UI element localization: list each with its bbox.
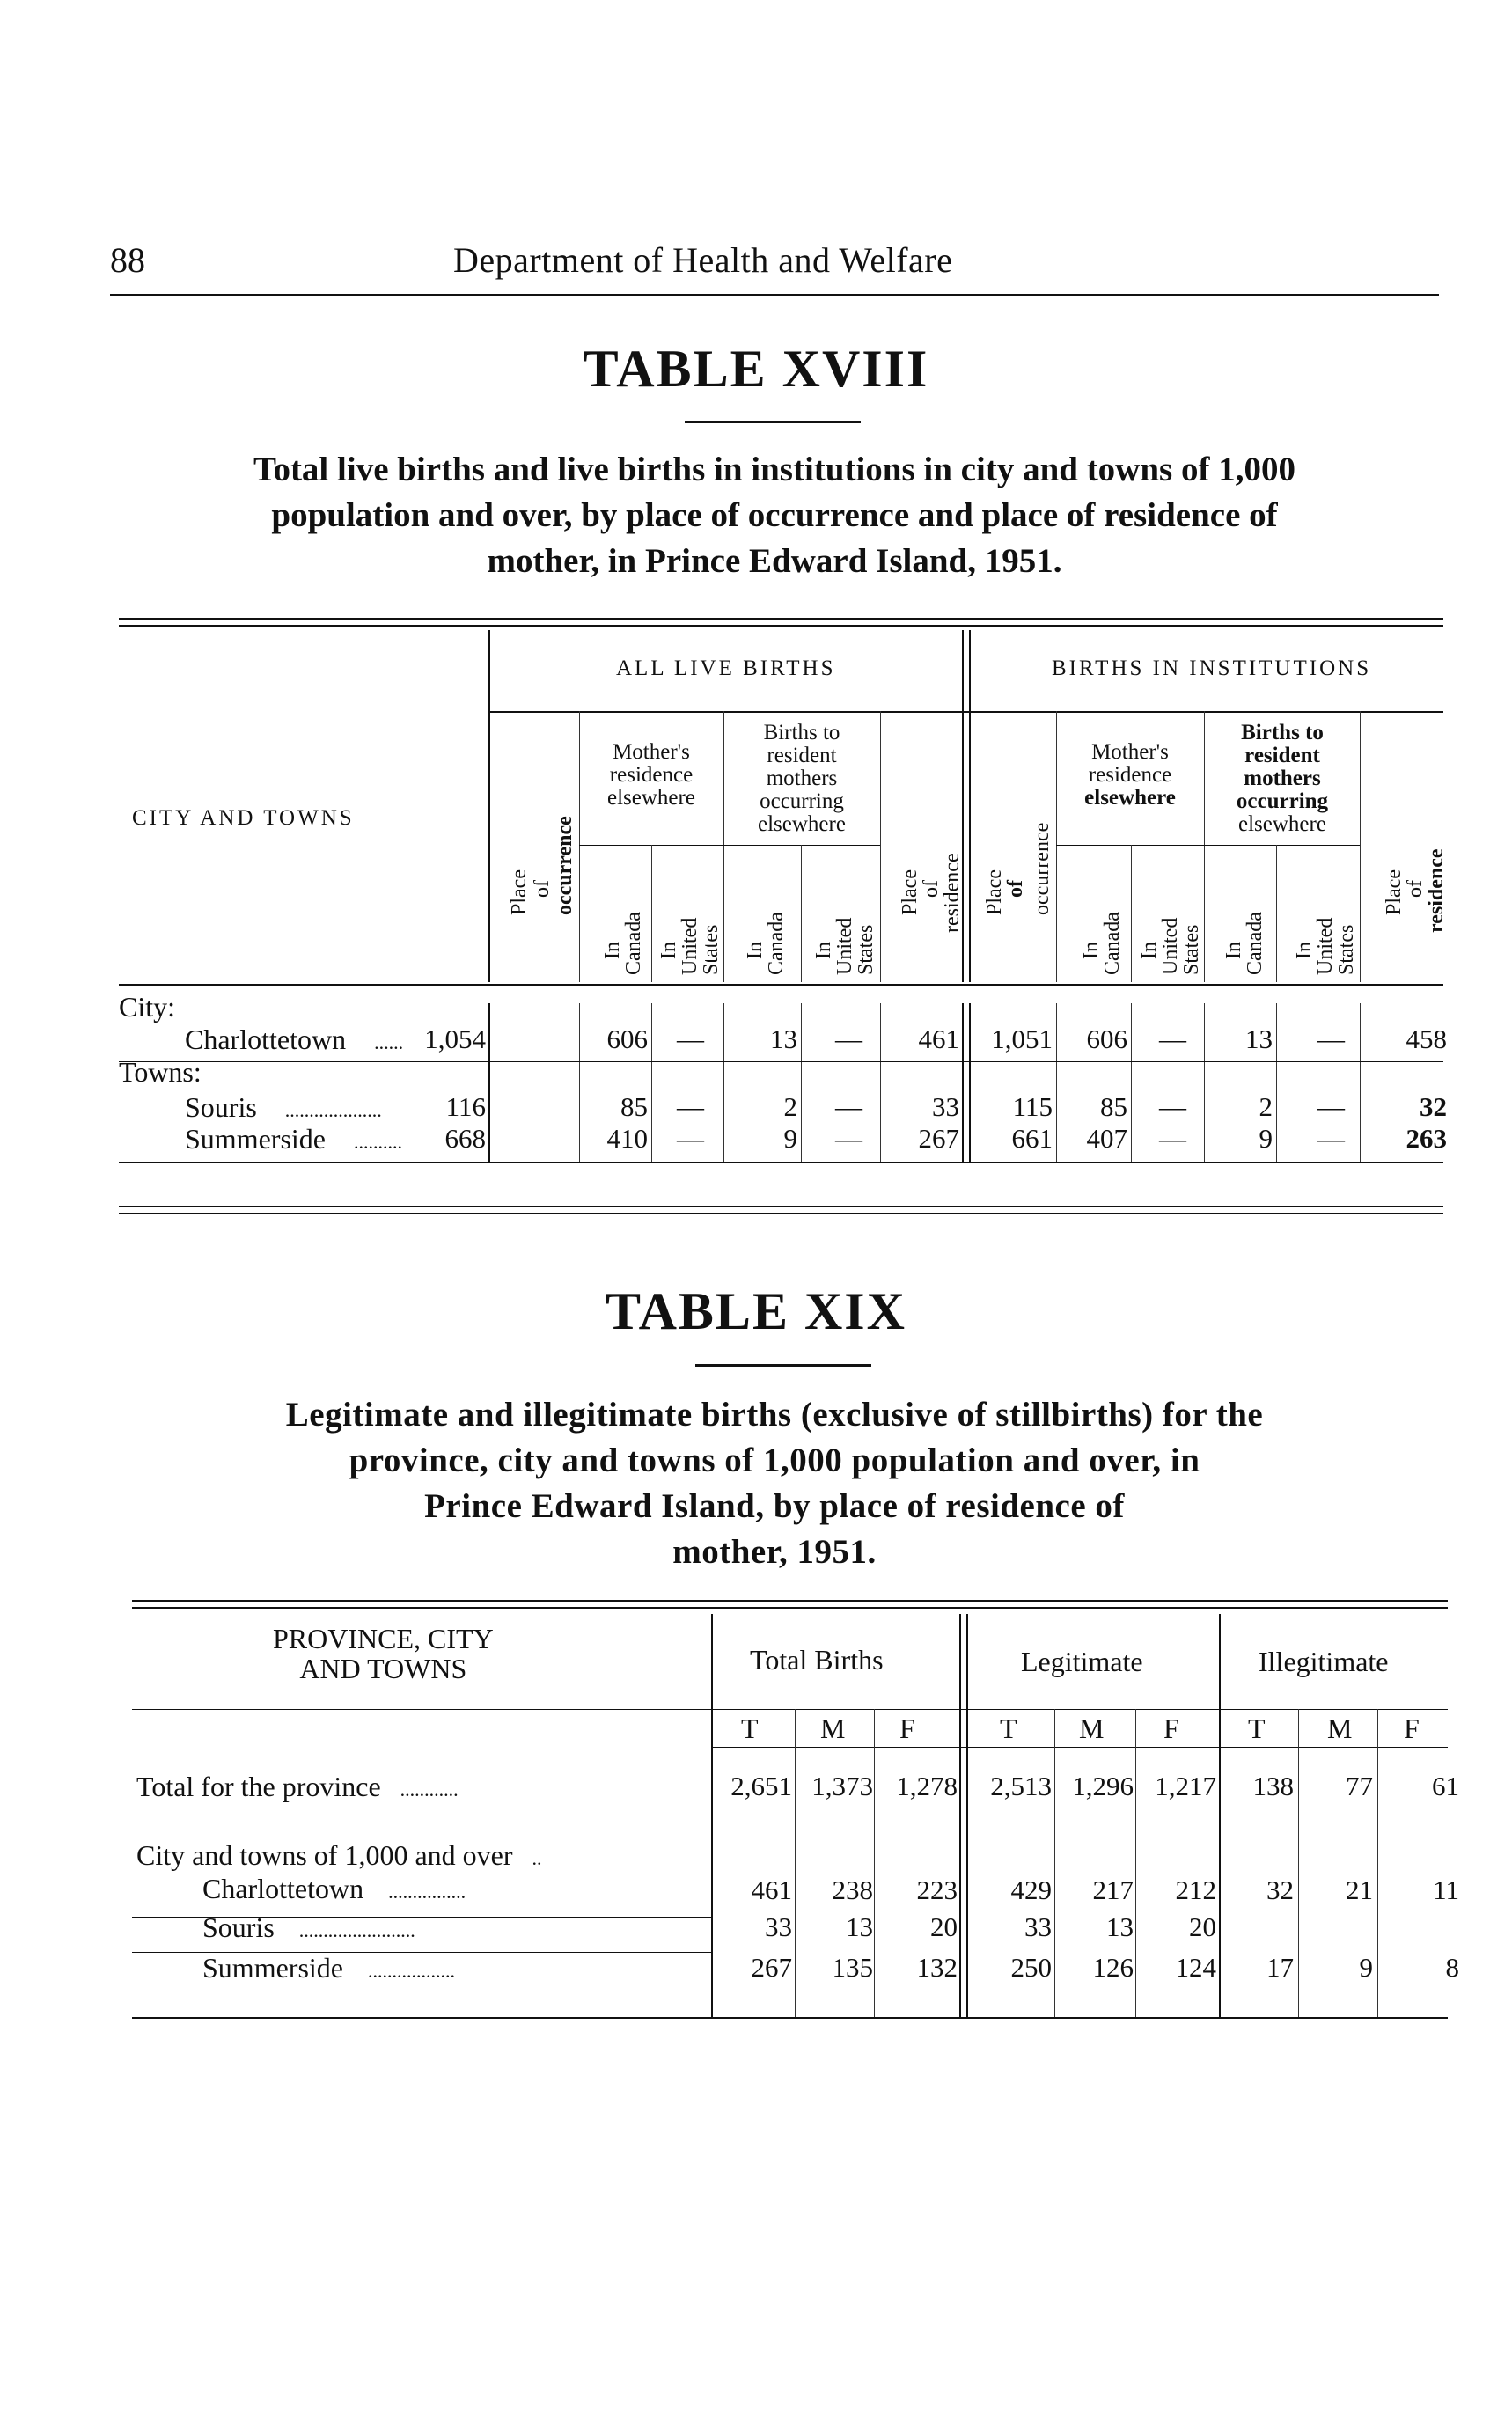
table18-row-name: [185, 1123, 402, 1155]
header-word: In: [1222, 942, 1245, 959]
table18-cell: 1,051: [991, 1023, 1053, 1054]
table19-caption-line: Legitimate and illegitimate births (exclusive of stillbirths) for the: [285, 1396, 1264, 1434]
row-name: Summerside: [202, 1952, 343, 1984]
table18-cell: 458: [1406, 1023, 1447, 1054]
header-word: occurring: [760, 789, 844, 813]
table19-cell: 135: [832, 1952, 873, 1983]
table18-col-divider: [880, 1003, 881, 1162]
table18-header-place-residence-inst: [1426, 848, 1447, 933]
table18-header-in-canada: [766, 912, 787, 975]
table18-sub-rule: [1056, 845, 1204, 846]
header-word: occurrence: [1031, 822, 1053, 915]
table19-cell: 217: [1092, 1874, 1134, 1905]
table18-cell: 116: [445, 1091, 486, 1122]
table19-subhead-f: F: [1163, 1713, 1179, 1744]
running-title: Department of Health and Welfare: [453, 240, 953, 280]
table18-header-in-canada: [1081, 942, 1102, 959]
table18-end-rule: [119, 1206, 1443, 1214]
table18-header-in-us: [701, 925, 722, 975]
header-word: In: [744, 942, 767, 959]
table18-cell: 32: [1420, 1091, 1447, 1122]
table19-group-illegitimate: Illegitimate: [1259, 1646, 1389, 1677]
table18-header-in-canada: [1244, 912, 1266, 975]
header-word: Place: [1383, 869, 1406, 915]
table19-cell: 1,278: [896, 1771, 958, 1801]
table19-cell: 2,513: [990, 1771, 1052, 1801]
header-word: In: [601, 942, 624, 959]
header-word: In: [1293, 942, 1316, 959]
table18-col-divider: [1204, 711, 1205, 982]
table18-cell: —: [677, 1023, 704, 1054]
table18-stub-divider: [488, 630, 490, 982]
table18-cell: 85: [620, 1091, 648, 1122]
table18-header-place-occurrence: [532, 880, 553, 898]
table19-cell: 124: [1175, 1952, 1216, 1983]
table19-row-name: [136, 1839, 542, 1872]
header-word: In: [812, 942, 835, 959]
head-rule: [110, 294, 1439, 296]
table18-header-rule: [119, 984, 1443, 986]
table18-header-in-us: [1336, 925, 1357, 975]
header-word: of: [920, 880, 943, 898]
header-word: of: [1004, 880, 1027, 898]
dot-leader: ..........: [353, 1131, 402, 1153]
header-word: Mother's: [613, 740, 690, 764]
header-word: elsewhere: [758, 812, 846, 836]
page-number: 88: [110, 240, 145, 280]
header-word: Place: [983, 869, 1006, 915]
table18-sub-rule: [723, 845, 880, 846]
table19-cell: 11: [1433, 1874, 1459, 1905]
header-word: elsewhere: [1084, 786, 1176, 810]
table19-cell: 20: [1189, 1911, 1216, 1942]
table19-stub-header: [273, 1624, 494, 1683]
table18-col-divider: [801, 845, 802, 982]
table19-top-rule: [132, 1600, 1448, 1609]
header-word: Place: [508, 869, 531, 915]
table18-col-divider: [723, 711, 724, 982]
table18-stub-header: CITY AND TOWNS: [132, 806, 355, 830]
table18-col-divider: [801, 1003, 802, 1162]
table18-col-divider: [1056, 711, 1057, 982]
table18-cell: 267: [918, 1123, 959, 1154]
table18-cell: —: [1159, 1123, 1186, 1154]
table18-col-divider: [1276, 845, 1277, 982]
row-name: Souris: [202, 1911, 275, 1943]
table19-cell: 13: [1106, 1911, 1134, 1942]
table19-col-divider: [1054, 1709, 1055, 2019]
table19-row-name: [202, 1911, 415, 1944]
table18-col-divider: [651, 845, 652, 982]
header-word: AND TOWNS: [299, 1653, 467, 1684]
table18-cell: 9: [1259, 1123, 1273, 1154]
table19-caption-line: province, city and towns of 1,000 population and over, in: [349, 1441, 1200, 1479]
dot-leader: ..: [532, 1847, 542, 1869]
table18-header-in-us: [1160, 918, 1181, 975]
table18-section-towns: Towns:: [119, 1056, 202, 1088]
table18-header-in-canada: [745, 942, 766, 959]
table18-header-in-us: [834, 918, 855, 975]
table18-header-place-occurrence-inst: [1031, 823, 1053, 915]
table19-row-name: [202, 1952, 455, 1984]
table19-subhead-f: F: [1404, 1713, 1420, 1744]
header-word: Canada: [622, 912, 645, 975]
table19-subhead-f: F: [899, 1713, 915, 1744]
table18-header-mothers-residence-inst: [1060, 741, 1200, 810]
table18-cell: 407: [1086, 1123, 1127, 1154]
row-name: Total for the province: [136, 1771, 381, 1802]
dot-leader: ....................: [284, 1099, 382, 1121]
dot-leader: ................: [388, 1881, 466, 1903]
header-word: residence: [1425, 848, 1448, 933]
row-name: Souris: [185, 1091, 257, 1123]
table19-title-underline: [695, 1364, 871, 1367]
table18-cell: 661: [1011, 1123, 1053, 1154]
header-word: of: [1404, 880, 1427, 898]
table18-cell: 606: [1086, 1023, 1127, 1054]
dot-leader: ..................: [367, 1960, 455, 1982]
table18-title-underline: [685, 421, 861, 423]
table18-row-name: [185, 1023, 403, 1056]
header-word: of: [531, 880, 554, 898]
table18-cell: —: [835, 1023, 862, 1054]
header-word: resident: [767, 744, 837, 767]
table18-cell: —: [835, 1123, 862, 1154]
table19-cell: 223: [916, 1874, 958, 1905]
table19-group-divider: [966, 1614, 968, 2019]
table18-col-divider: [579, 711, 580, 982]
table18-col-divider: [880, 711, 881, 982]
table18-cell: —: [677, 1123, 704, 1154]
table18-row-name: [185, 1091, 382, 1124]
table18-sub-rule: [1204, 845, 1360, 846]
table18-cell: 9: [783, 1123, 797, 1154]
header-word: residence: [1088, 763, 1172, 787]
table18-cell: —: [1317, 1091, 1345, 1122]
header-word: United: [1314, 917, 1337, 975]
table18-cell: 410: [606, 1123, 648, 1154]
table18-cell: 13: [1245, 1023, 1273, 1054]
table18-cell: 13: [770, 1023, 797, 1054]
header-word: PROVINCE, CITY: [273, 1623, 494, 1654]
table18-cell: 606: [606, 1023, 648, 1054]
table18-group-rule: [488, 711, 1443, 713]
table18-header-place-occurrence: [509, 869, 530, 915]
table18-caption-line: Total live births and live births in institutions in city and towns of 1,000: [253, 451, 1295, 488]
table19-cell: 33: [1024, 1911, 1052, 1942]
table18-header-births-to-resident-inst: [1207, 722, 1357, 836]
table19-cell: 77: [1346, 1771, 1373, 1801]
table18-cell: —: [1317, 1123, 1345, 1154]
header-word: mothers: [766, 767, 838, 790]
table18-header-place-residence-inst: [1405, 880, 1426, 898]
table18-col-divider: [723, 1003, 724, 1162]
table19-row-name: [136, 1771, 459, 1803]
header-word: occurrence: [554, 816, 576, 915]
table18-group-institutions: BIRTHS IN INSTITUTIONS: [1052, 657, 1372, 680]
row-name: Charlottetown: [202, 1873, 364, 1904]
header-word: Births to: [763, 721, 840, 745]
table18-col-divider: [579, 1003, 580, 1162]
table18-cell: 115: [1012, 1091, 1053, 1122]
table18-stub-divider: [488, 1003, 490, 1162]
table18-header-in-canada: [1223, 942, 1244, 959]
table19-col-divider: [1135, 1709, 1136, 2019]
table18-cell: —: [835, 1091, 862, 1122]
table18-cell: 33: [932, 1091, 959, 1122]
table19-cell: 33: [765, 1911, 792, 1942]
header-word: In: [1138, 942, 1161, 959]
table18-cell: 2: [1259, 1091, 1273, 1122]
table18-cell: 668: [444, 1123, 486, 1154]
table18-group-all-births: ALL LIVE BIRTHS: [616, 657, 836, 680]
table18-col-divider: [1204, 1003, 1205, 1162]
table18-header-place-residence: [921, 880, 942, 898]
header-word: Place: [899, 869, 921, 915]
table18-header-in-us: [1315, 918, 1336, 975]
dot-leader: ........................: [298, 1919, 415, 1941]
table18-cell: 263: [1406, 1123, 1447, 1154]
table19-cell: 267: [751, 1952, 792, 1983]
table18-header-in-us: [1139, 942, 1160, 959]
table18-header-in-canada: [602, 942, 623, 959]
table18-cell: —: [1317, 1023, 1345, 1054]
table18-cell: 2: [783, 1091, 797, 1122]
table18-header-in-us: [813, 942, 834, 959]
header-word: Canada: [1101, 912, 1124, 975]
table19-subhead-rule: [711, 1747, 1448, 1748]
table18-header-in-us: [855, 925, 877, 975]
table19-caption-line: mother, 1951.: [672, 1533, 877, 1571]
table19-col-divider: [1377, 1709, 1378, 2019]
table19-cell: 61: [1432, 1771, 1459, 1801]
header-word: Canada: [765, 912, 788, 975]
table19-cell: 138: [1252, 1771, 1294, 1801]
table18-col-divider: [651, 1003, 652, 1162]
table18-col-divider: [1131, 845, 1132, 982]
header-word: United: [833, 917, 856, 975]
table18-header-place-occurrence: [554, 816, 576, 915]
table18-header-births-to-resident: [727, 722, 877, 836]
table19-group-total: Total Births: [750, 1644, 884, 1676]
table19-row-name: [202, 1873, 466, 1905]
header-word: residence: [941, 853, 964, 933]
table19-stub-divider: [711, 1614, 713, 2019]
table19-col-divider: [874, 1709, 875, 2019]
table19-caption-line: Prince Edward Island, by place of residence of: [424, 1487, 1125, 1525]
table19-cell: 132: [916, 1952, 958, 1983]
table18-header-place-residence: [899, 869, 921, 915]
table19-group-divider: [1219, 1614, 1221, 2019]
table19-cell: 126: [1092, 1952, 1134, 1983]
table18-header-in-us: [1181, 925, 1202, 975]
table19-col-divider: [795, 1709, 796, 2019]
table18-col-divider: [1131, 1003, 1132, 1162]
table19-cell: 8: [1445, 1952, 1459, 1983]
header-word: States: [1335, 924, 1358, 975]
table18-title: TABLE XVIII: [583, 340, 929, 398]
table19-group-legitimate: Legitimate: [1021, 1646, 1143, 1677]
table19-subhead-m: M: [1327, 1713, 1353, 1744]
header-word: mothers: [1244, 767, 1321, 790]
table18-group-divider: [969, 1003, 971, 1162]
table18-header-place-residence: [942, 853, 963, 933]
table19-cell: 17: [1266, 1952, 1294, 1983]
table18-cell: —: [1159, 1023, 1186, 1054]
table19-cell: 21: [1346, 1874, 1373, 1905]
header-word: In: [657, 942, 680, 959]
table18-header-mothers-residence: [584, 741, 718, 810]
header-word: Mother's: [1091, 740, 1169, 764]
table18-header-in-us: [679, 918, 701, 975]
table19-title: TABLE XIX: [606, 1282, 906, 1340]
table19-cell: 13: [846, 1911, 873, 1942]
running-head: [110, 239, 1439, 283]
table18-col-divider: [1360, 711, 1361, 982]
table18-section-rule: [119, 1061, 1443, 1062]
table19-cell: 20: [930, 1911, 958, 1942]
table19-cell: 32: [1266, 1874, 1294, 1905]
table18-cell: —: [1159, 1091, 1186, 1122]
table18-col-divider: [1276, 1003, 1277, 1162]
table19-cell: 429: [1010, 1874, 1052, 1905]
table19-subhead-m: M: [820, 1713, 846, 1744]
table19-subhead-t: T: [1248, 1713, 1266, 1744]
dot-leader: ......: [374, 1031, 404, 1053]
table19-group-divider: [959, 1614, 961, 2019]
header-word: resident: [1244, 744, 1320, 767]
table18-group-divider: [962, 1003, 964, 1162]
table18-cell: —: [677, 1091, 704, 1122]
header-word: Canada: [1244, 912, 1266, 975]
table18-section-city: City:: [119, 991, 176, 1023]
table18-caption-line: population and over, by place of occurrence and place of residence of: [271, 496, 1278, 534]
header-word: United: [1159, 917, 1182, 975]
table18-header-in-canada: [623, 912, 644, 975]
table19-cell: 1,217: [1155, 1771, 1216, 1801]
table19-bottom-rule: [132, 2017, 1448, 2019]
header-word: In: [1080, 942, 1103, 959]
header-word: elsewhere: [607, 786, 695, 810]
table19-cell: 212: [1175, 1874, 1216, 1905]
row-name: Charlottetown: [185, 1023, 347, 1055]
row-name: Summerside: [185, 1123, 326, 1155]
table19-cell: 461: [751, 1874, 792, 1905]
table19-group-rule: [132, 1709, 1448, 1710]
table19-subhead-t: T: [741, 1713, 759, 1744]
header-word: United: [679, 917, 701, 975]
header-word: elsewhere: [1238, 812, 1326, 836]
table18-cell: 85: [1100, 1091, 1127, 1122]
table19-cell: 1,296: [1072, 1771, 1134, 1801]
table18-header-place-occurrence-inst: [1005, 880, 1026, 898]
table19-subhead-t: T: [1000, 1713, 1017, 1744]
header-word: States: [855, 924, 877, 975]
table18-cell: 461: [918, 1023, 959, 1054]
dot-leader: ............: [400, 1779, 459, 1801]
header-word: occurring: [1236, 789, 1329, 813]
table18-header-in-us: [1294, 942, 1315, 959]
table19-cell: 250: [1010, 1952, 1052, 1983]
table19-cell: 9: [1359, 1952, 1373, 1983]
table18-caption-line: mother, in Prince Edward Island, 1951.: [487, 542, 1062, 580]
table18-bottom-rule: [119, 1162, 1443, 1163]
table18-header-place-occurrence-inst: [984, 869, 1005, 915]
header-word: residence: [609, 763, 694, 787]
table19-col-divider: [1298, 1709, 1299, 2019]
table19-cell: 238: [832, 1874, 873, 1905]
table18-group-divider: [969, 630, 971, 982]
header-word: States: [700, 924, 723, 975]
table18-col-divider: [1056, 1003, 1057, 1162]
row-name: City and towns of 1,000 and over: [136, 1839, 513, 1871]
header-word: States: [1180, 924, 1203, 975]
table19-subhead-m: M: [1079, 1713, 1105, 1744]
table18-cell: 1,054: [424, 1023, 486, 1054]
table19-cell: 2,651: [730, 1771, 792, 1801]
table18-header-in-us: [658, 942, 679, 959]
table19-cell: 1,373: [811, 1771, 873, 1801]
header-word: Births to: [1241, 721, 1324, 745]
table18-top-rule: [119, 618, 1443, 627]
table18-header-place-residence-inst: [1384, 869, 1405, 915]
table18-header-in-canada: [1102, 912, 1123, 975]
table18-col-divider: [1360, 1003, 1361, 1162]
